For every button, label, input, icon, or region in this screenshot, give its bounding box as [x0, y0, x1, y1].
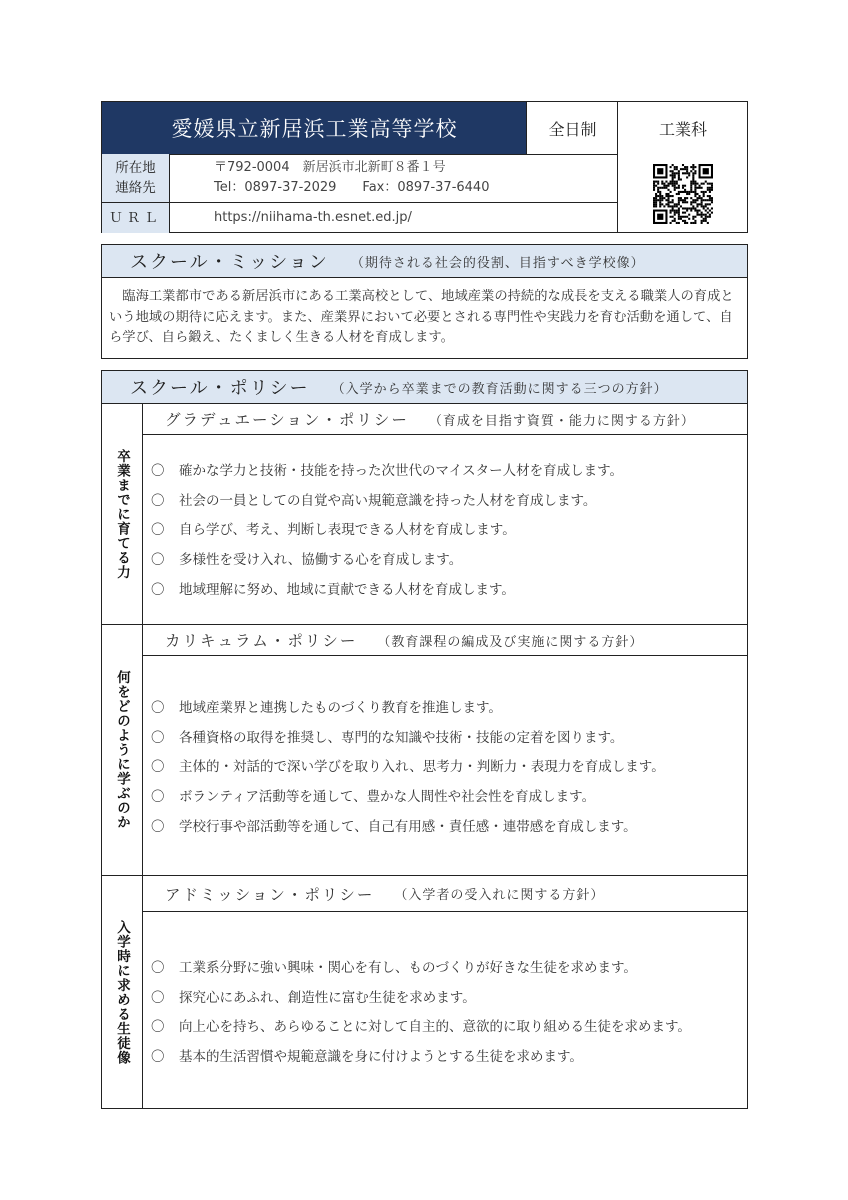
school-mission-section [101, 244, 748, 359]
school-policy-section [101, 370, 748, 1109]
department-cell: 工業科 [617, 102, 748, 154]
policy-subtitle: （入学から卒業までの教育活動に関する三つの方針） [331, 381, 668, 397]
curriculum-policy-header [142, 625, 747, 656]
policy-header [102, 371, 747, 404]
admission-policy-subtitle: （入学者の受入れに関する方針） [394, 888, 605, 903]
admission-side-label: 入学時に求める生徒像 [102, 876, 143, 1108]
list-item: 〇 確かな学力と技術・技能を持った次世代のマイスター人材を育成します。 [151, 463, 624, 479]
course-cell: 全日制 [526, 102, 618, 154]
curriculum-side-label: 何をどのように学ぶのか [102, 625, 143, 875]
list-item: 〇 基本的生活習慣や規範意識を身に付けようとする生徒を求めます。 [151, 1049, 583, 1065]
list-item: 〇 地域理解に努め、地域に貢献できる人材を育成します。 [151, 582, 515, 598]
address-text: 〒792-0004 新居浜市北新町８番１号 [214, 160, 446, 175]
graduation-policy-title: グラデュエーション・ポリシー [165, 411, 409, 429]
phone-fax-text: Tel：0897-37-2029 Fax：0897-37-6440 [214, 180, 490, 195]
mission-text: 臨海工業都市である新居浜市にある工業高校として、地域産業の持続的な成長を支える職業人の育成という地域の期待に応えます。また、産業界において必要とされる専門性や実践力を育む活動を通して、自ら学び、自ら鍛え、たくましく生きる人材を育成します。 [109, 289, 734, 345]
list-item: 〇 多様性を受け入れ、協働する心を育成します。 [151, 552, 463, 568]
list-item: 〇 探究心にあふれ、創造性に富む生徒を求めます。 [151, 990, 476, 1006]
graduation-policy-header [142, 404, 747, 435]
mission-header [102, 245, 747, 278]
list-item: 〇 学校行事や部活動等を通して、自己有用感・責任感・連帯感を育成します。 [151, 819, 637, 835]
url-link[interactable]: https://niihama-th.esnet.ed.jp/ [214, 210, 412, 225]
list-item: 〇 工業系分野に強い興味・関心を有し、ものづくりが好きな生徒を求めます。 [151, 960, 637, 976]
list-item: 〇 各種資格の取得を推奨し、専門的な知識や技術・技能の定着を図ります。 [151, 730, 624, 746]
school-header-table [101, 101, 748, 233]
graduation-side-label: 卒業までに育てる力 [102, 404, 143, 624]
list-item: 〇 主体的・対話的で深い学びを取り入れ、思考力・判断力・表現力を育成します。 [151, 759, 665, 775]
list-item: 〇 自ら学び、考え、判断し表現できる人材を育成します。 [151, 522, 516, 538]
graduation-policy-subtitle: （育成を目指す資質・能力に関する方針） [428, 413, 695, 429]
list-item: 〇 向上心を持ち、あらゆることに対して自主的、意欲的に取り組める生徒を求めます。 [151, 1019, 691, 1035]
url-label: ＵＲＬ [102, 203, 170, 233]
policy-title: スクール・ポリシー [130, 378, 310, 399]
school-name: 愛媛県立新居浜工業高等学校 [102, 102, 527, 154]
list-item: 〇 地域産業界と連携したものづくり教育を推進します。 [151, 700, 502, 716]
location-label: 所在地 連絡先 [102, 154, 170, 202]
curriculum-policy-subtitle: （教育課程の編成及び実施に関する方針） [377, 634, 644, 650]
mission-subtitle: （期待される社会的役割、目指すべき学校像） [350, 255, 645, 271]
admission-policy-title: アドミッション・ポリシー [165, 885, 375, 904]
qr-code-icon [653, 164, 713, 224]
qr-code [617, 154, 748, 233]
mission-title: スクール・ミッション [130, 252, 329, 273]
list-item: 〇 ボランティア活動等を通して、豊かな人間性や社会性を育成します。 [151, 789, 596, 805]
list-item: 〇 社会の一員としての自覚や高い規範意識を持った人材を育成します。 [151, 493, 597, 509]
contact-info [170, 154, 617, 202]
curriculum-policy-title: カリキュラム・ポリシー [165, 632, 358, 650]
admission-policy-header [142, 876, 747, 912]
